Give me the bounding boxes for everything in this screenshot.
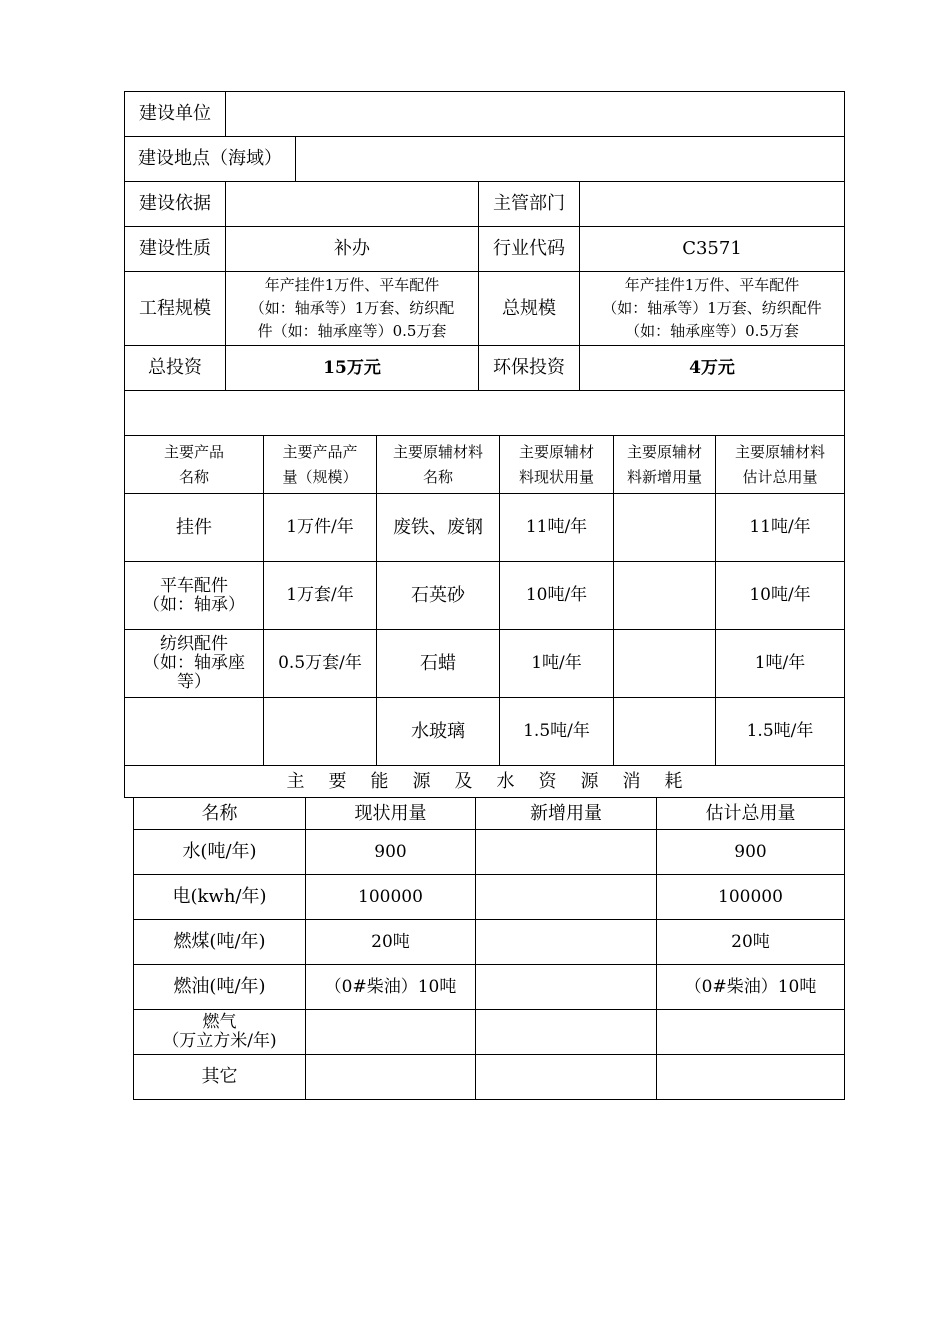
material-name: 石蜡 [376,629,500,698]
basis-label: 建设依据 [124,181,226,227]
material-new [613,629,716,698]
material-current: 11吨/年 [499,493,614,562]
header-line: 主要原辅材 [518,442,594,461]
investment-label: 总投资 [124,345,226,391]
material-new [613,493,716,562]
energy-name: 燃煤(吨/年) [133,919,306,965]
energy-total: 900 [656,829,845,875]
product-output: 1万件/年 [263,493,377,562]
product-name-line: （如：轴承座 [143,653,245,674]
header-material-name [376,435,500,494]
blank-row [124,390,845,436]
basis-value [225,181,479,227]
energy-header-new: 新增用量 [475,797,657,830]
energy-new [475,829,657,875]
scale-line: 件（如：轴承座等）0.5万套 [257,322,447,341]
energy-total: （0#柴油）10吨 [656,964,845,1010]
header-line: 料现状用量 [518,467,594,486]
material-new [613,561,716,630]
energy-new [475,874,657,920]
header-line: 主要原辅材料 [392,442,483,461]
product-name [124,697,264,766]
energy-new [475,1009,657,1055]
header-line: 名称 [422,467,453,486]
header-line: 主要产品产 [282,442,358,461]
energy-current [305,1054,476,1100]
energy-title-cell [124,765,845,798]
total-scale-label: 总规模 [478,271,580,346]
energy-name: 燃油(吨/年) [133,964,306,1010]
department-value [579,181,845,227]
scale-line: 年产挂件1万件、平车配件 [264,275,440,294]
product-output [263,697,377,766]
energy-name: 其它 [133,1054,306,1100]
total-scale-value [579,271,845,346]
env-investment-value: 4万元 [579,345,845,391]
total-scale-line: （如：轴承等）1万套、纺织配件 [602,298,822,317]
construction-unit-label: 建设单位 [124,91,226,137]
product-name-line: 平车配件 [160,575,228,596]
header-line: 料新增用量 [626,467,702,486]
total-scale-line: （如：轴承座等）0.5万套 [625,322,799,341]
product-output: 1万套/年 [263,561,377,630]
material-current: 10吨/年 [499,561,614,630]
energy-total [656,1054,845,1100]
env-investment-label: 环保投资 [478,345,580,391]
energy-current: 100000 [305,874,476,920]
material-current: 1.5吨/年 [499,697,614,766]
product-name-line: 纺织配件 [160,634,228,655]
material-total: 1.5吨/年 [715,697,845,766]
header-product-name [124,435,264,494]
product-name: 挂件 [124,493,264,562]
energy-name: 水(吨/年) [133,829,306,875]
product-name-line: （如：轴承） [143,594,245,615]
header-line: 主要产品 [163,442,224,461]
product-output: 0.5万套/年 [263,629,377,698]
header-material-new [613,435,716,494]
material-current: 1吨/年 [499,629,614,698]
nature-value: 补办 [225,226,479,272]
material-total: 11吨/年 [715,493,845,562]
industry-code-label: 行业代码 [478,226,580,272]
department-label: 主管部门 [478,181,580,227]
energy-total: 20吨 [656,919,845,965]
energy-name-line: 燃气 [202,1012,237,1033]
energy-name: 电(kwh/年) [133,874,306,920]
material-total: 1吨/年 [715,629,845,698]
energy-new [475,919,657,965]
product-name-line: 等） [177,671,211,692]
header-line: 估计总用量 [742,467,818,486]
energy-header-name: 名称 [133,797,306,830]
material-name: 石英砂 [376,561,500,630]
scale-value [225,271,479,346]
header-line: 主要原辅材 [626,442,702,461]
energy-name [133,1009,306,1055]
energy-header-total: 估计总用量 [656,797,845,830]
location-label: 建设地点（海域） [124,136,296,182]
energy-current: 20吨 [305,919,476,965]
energy-new [475,964,657,1010]
material-name: 水玻璃 [376,697,500,766]
product-name [124,629,264,698]
investment-value: 15万元 [225,345,479,391]
material-new [613,697,716,766]
energy-header-current: 现状用量 [305,797,476,830]
nature-label: 建设性质 [124,226,226,272]
scale-label: 工程规模 [124,271,226,346]
energy-section-title: 主要能源及水资源消耗 [286,770,707,792]
energy-current: 900 [305,829,476,875]
energy-total [656,1009,845,1055]
energy-current: （0#柴油）10吨 [305,964,476,1010]
material-name: 废铁、废钢 [376,493,500,562]
industry-code-value: C3571 [579,226,845,272]
total-scale-line: 年产挂件1万件、平车配件 [624,275,800,294]
header-product-output [263,435,377,494]
product-name [124,561,264,630]
scale-line: （如：轴承等）1万套、纺织配 [249,298,455,317]
header-line: 量（规模） [282,467,358,486]
energy-new [475,1054,657,1100]
energy-current [305,1009,476,1055]
header-material-current [499,435,614,494]
header-material-total [715,435,845,494]
location-value [295,136,845,182]
energy-name-line: （万立方米/年) [162,1031,277,1051]
header-line: 名称 [178,467,209,486]
header-line: 主要原辅材料 [734,442,825,461]
energy-total: 100000 [656,874,845,920]
material-total: 10吨/年 [715,561,845,630]
construction-unit-value [225,91,845,137]
